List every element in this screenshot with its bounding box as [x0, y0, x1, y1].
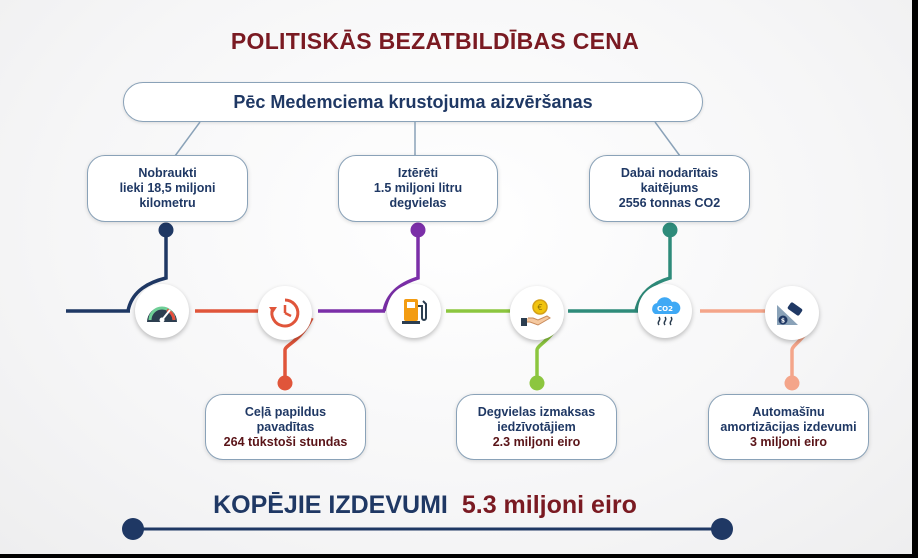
total-label: KOPĒJIE IZDEVUMI	[213, 491, 448, 519]
info-box-fuel-costs	[456, 394, 617, 460]
info-box-line: Iztērēti	[397, 166, 439, 180]
info-box-line: kaitējums	[640, 181, 699, 195]
info-box-line: degvielas	[389, 196, 447, 210]
info-box-line: pavadītas	[256, 419, 315, 434]
clock-icon	[258, 286, 312, 340]
page-title: POLITISKĀS BEZATBILDĪBAS CENA	[230, 28, 640, 54]
timeline-dot-red	[278, 376, 293, 391]
connector-1	[175, 122, 200, 156]
info-box-line: kilometru	[139, 196, 196, 210]
total-costs	[0, 491, 850, 520]
svg-text:€: €	[537, 303, 543, 312]
info-box-line: Nobraukti	[138, 166, 197, 180]
info-box-line: Automašīnu	[752, 404, 825, 419]
car-depreciation-icon	[765, 286, 819, 340]
co2-cloud-icon	[638, 284, 692, 338]
info-box-distance	[87, 155, 248, 222]
timeline-dot-salmon	[785, 376, 800, 391]
subtitle-banner: Pēc Medemciema krustojuma aizvēršanas	[123, 82, 703, 122]
info-box-line: amortizācijas izdevumi	[720, 419, 857, 434]
info-box-time	[205, 394, 366, 460]
fuel-pump-icon	[387, 284, 441, 338]
info-box-line: 3 miljoni eiro	[749, 434, 828, 449]
co2-label: CO2	[657, 305, 673, 313]
info-box-line: lieki 18,5 miljoni	[119, 181, 216, 195]
info-box-depreciation	[708, 394, 869, 460]
timeline-dot-teal	[663, 223, 678, 238]
timeline-dot-green	[530, 376, 545, 391]
info-box-line: iedzīvotājiem	[497, 419, 576, 434]
total-bar-left-dot	[122, 518, 144, 540]
svg-text:$: $	[780, 317, 786, 325]
total-bar-right-dot	[711, 518, 733, 540]
info-box-co2	[589, 155, 750, 222]
info-box-line: 2.3 miljoni eiro	[492, 434, 581, 449]
info-box-line: Dabai nodarītais	[620, 166, 719, 180]
info-box-line: 264 tūkstoši stundas	[223, 434, 348, 449]
timeline-dot-navy	[159, 223, 174, 238]
hand-coin-icon	[510, 286, 564, 340]
speedometer-icon	[135, 284, 189, 338]
info-box-line: Degvielas izmaksas	[477, 404, 596, 419]
total-amount: 5.3 miljoni eiro	[461, 491, 637, 519]
info-box-line: 1.5 miljoni litru	[373, 181, 463, 195]
timeline-dot-purple	[411, 223, 426, 238]
info-box-fuel	[338, 155, 498, 222]
info-box-line: 2556 tonnas CO2	[618, 196, 721, 210]
connector-3	[655, 122, 680, 156]
info-box-line: Ceļā papildus	[244, 404, 327, 419]
